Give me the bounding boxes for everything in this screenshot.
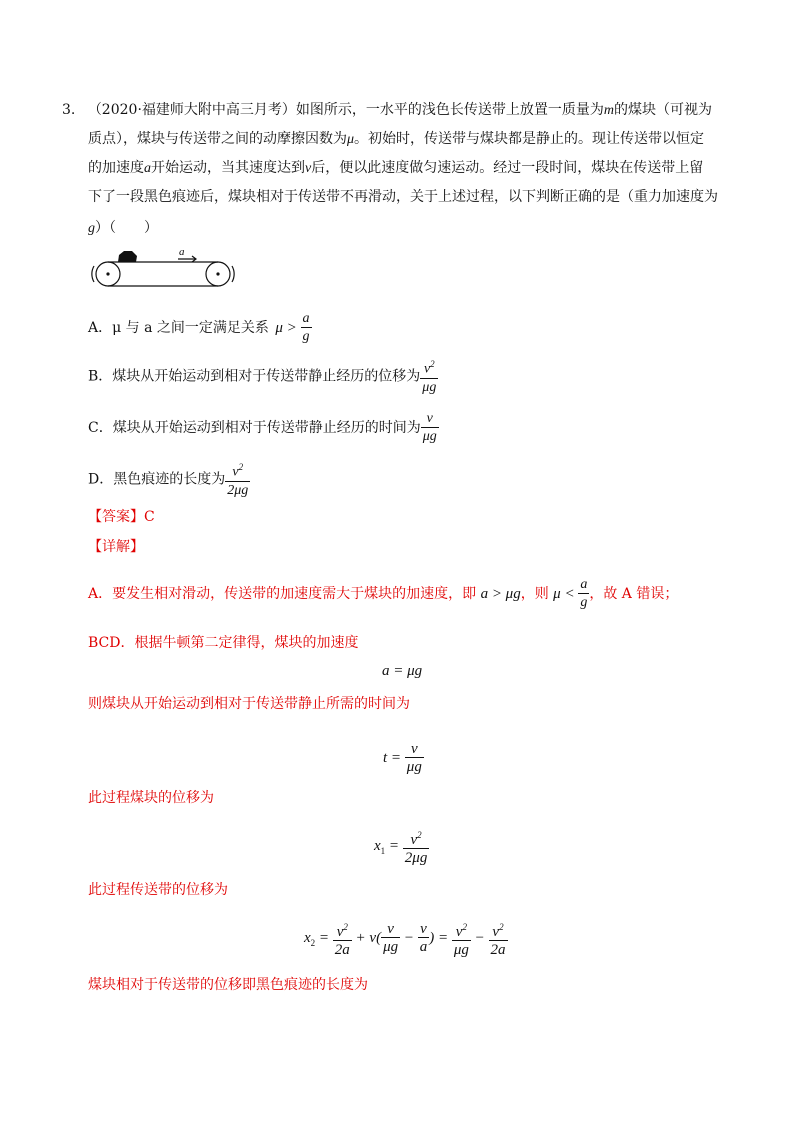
equation-block-displacement: $x_1$ = $\frac{v^2}{2\mu g}$ (374, 829, 428, 866)
equation-time: t = $\frac{v}{\mu g}$ (383, 741, 422, 776)
acceleration-label: a (179, 246, 185, 258)
solution-bcd: BCD．根据牛顿第二定律得，煤块的加速度 (88, 635, 359, 651)
solution-relative-intro: 煤块相对于传送带的位移即黑色痕迹的长度为 (88, 977, 368, 993)
question-line-5: g）（ ） (88, 220, 158, 236)
left-pulley-axle (106, 272, 109, 275)
equation-belt-displacement: $x_2$ = $\frac{v^2}{2a}$ + v( $\frac{v}{\mu g}$ − $\frac{v}{a}$ ) = $\frac{v^2}{\mu g}$ − $\frac{v^2}{2a}$ (304, 921, 506, 958)
left-rotation-arrow (92, 266, 94, 282)
question-line-3: 的加速度a开始运动，当其速度达到v后，便以此速度做匀速运动。经过一段时间，煤块在传送带上留 (88, 160, 704, 176)
right-rotation-arrow (232, 266, 234, 282)
question-line-2: 质点），煤块与传送带之间的动摩擦因数为μ。初始时，传送带与煤块都是静止的。现让传送带以恒定 (88, 131, 705, 147)
option-b: B．煤块从开始运动到相对于传送带静止经历的位移为 $\frac{v^2}{\mu g}$ (88, 359, 437, 395)
right-pulley-axle (216, 272, 219, 275)
coal-block (118, 251, 137, 262)
option-c: C．煤块从开始运动到相对于传送带静止经历的时间为 $\frac{v}{\mu g}$ (88, 410, 437, 444)
equation-acceleration: a = μg (382, 663, 423, 679)
solution-belt-intro: 此过程传送带的位移为 (88, 882, 228, 898)
option-d: D．黑色痕迹的长度为 $\frac{v^2}{2\mu g}$ (88, 462, 249, 498)
conveyor-belt-figure (88, 246, 248, 294)
detail-label: 【详解】 (88, 539, 144, 555)
option-a: A．μ 与 a 之间一定满足关系 μ > $\frac{a}{g}$ (88, 310, 310, 344)
solution-displacement-intro: 此过程煤块的位移为 (88, 790, 214, 806)
question-line-1: 3. （2020·福建师大附中高三月考）如图所示，一水平的浅色长传送带上放置一质量为m的煤块（可视为 (62, 102, 713, 118)
solution-a: A．要发生相对滑动，传送带的加速度需大于煤块的加速度，即 a > μg，则 μ < $\frac{a}{g}$ ，故 A 错误； (88, 576, 679, 610)
solution-time-intro: 则煤块从开始运动到相对于传送带静止所需的时间为 (88, 696, 410, 712)
question-line-4: 下了一段黑色痕迹后，煤块相对于传送带不再滑动，关于上述过程，以下判断正确的是（重力加速度为 (88, 189, 718, 205)
question-number: 3. (62, 102, 76, 118)
answer-label: 【答案】C (88, 509, 155, 525)
